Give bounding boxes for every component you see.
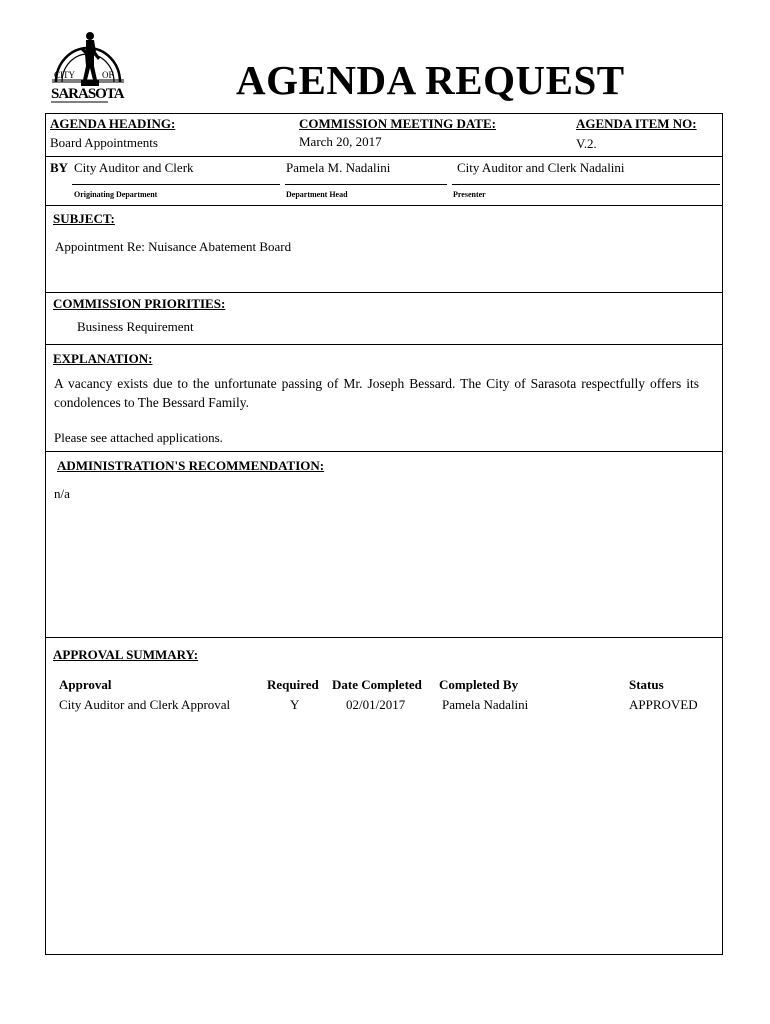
- divider-header: [45, 156, 723, 157]
- subject-label: SUBJECT:: [53, 211, 115, 226]
- caption-presenter: Presenter: [453, 190, 486, 199]
- caption-originating-department: Originating Department: [74, 190, 158, 199]
- item-no-value: V.2.: [576, 136, 597, 151]
- subject-text: Appointment Re: Nuisance Abatement Board: [55, 239, 292, 254]
- agenda-heading-value: Board Appointments: [50, 135, 158, 150]
- presenter: City Auditor and Clerk Nadalini: [457, 160, 625, 175]
- approval-row-required: Y: [290, 697, 300, 712]
- approval-row-date: 02/01/2017: [346, 697, 406, 712]
- svg-text:OF: OF: [102, 70, 114, 80]
- priorities-label: COMMISSION PRIORITIES:: [53, 296, 226, 311]
- divider-subject: [45, 292, 723, 293]
- item-no-label: AGENDA ITEM NO:: [576, 116, 697, 131]
- signature-line-head: [285, 184, 447, 185]
- page-title: AGENDA REQUEST: [236, 57, 625, 103]
- divider-priorities: [45, 344, 723, 345]
- city-of-sarasota-logo: [48, 22, 128, 106]
- completed-by-column-header: Completed By: [439, 677, 519, 692]
- divider-explanation: [45, 451, 723, 452]
- caption-department-head: Department Head: [286, 190, 348, 199]
- approval-summary-label: APPROVAL SUMMARY:: [53, 647, 199, 662]
- approval-column-header: Approval: [59, 677, 112, 692]
- explanation-paragraph-1: A vacancy exists due to the unfortunate passing of Mr. Joseph Bessard. The City of Sarasota respectfully offers its condolences to The Bessard Family.: [54, 376, 699, 410]
- recommendation-text: n/a: [54, 486, 70, 501]
- divider-by: [45, 205, 723, 206]
- meeting-date-label: COMMISSION MEETING DATE:: [299, 116, 496, 131]
- recommendation-label: ADMINISTRATION'S RECOMMENDATION:: [57, 458, 325, 473]
- date-completed-column-header: Date Completed: [332, 677, 422, 692]
- agenda-heading-label: AGENDA HEADING:: [50, 116, 176, 131]
- required-column-header: Required: [267, 677, 319, 692]
- status-column-header: Status: [629, 677, 664, 692]
- approval-row-status: APPROVED: [629, 697, 698, 712]
- explanation-label: EXPLANATION:: [53, 351, 153, 366]
- divider-recommendation: [45, 637, 723, 638]
- explanation-paragraph-2: Please see attached applications.: [54, 430, 223, 445]
- originating-department: City Auditor and Clerk: [74, 160, 194, 175]
- priorities-text: Business Requirement: [77, 319, 194, 334]
- signature-line-presenter: [452, 184, 720, 185]
- svg-text:CITY: CITY: [54, 70, 75, 80]
- approval-row-completed-by: Pamela Nadalini: [442, 697, 529, 712]
- department-head: Pamela M. Nadalini: [286, 160, 391, 175]
- by-label: BY: [50, 160, 69, 175]
- meeting-date-value: March 20, 2017: [299, 134, 382, 149]
- approval-row-approval: City Auditor and Clerk Approval: [59, 697, 231, 712]
- svg-text:SARASOTA: SARASOTA: [51, 86, 124, 102]
- signature-line-department: [72, 184, 280, 185]
